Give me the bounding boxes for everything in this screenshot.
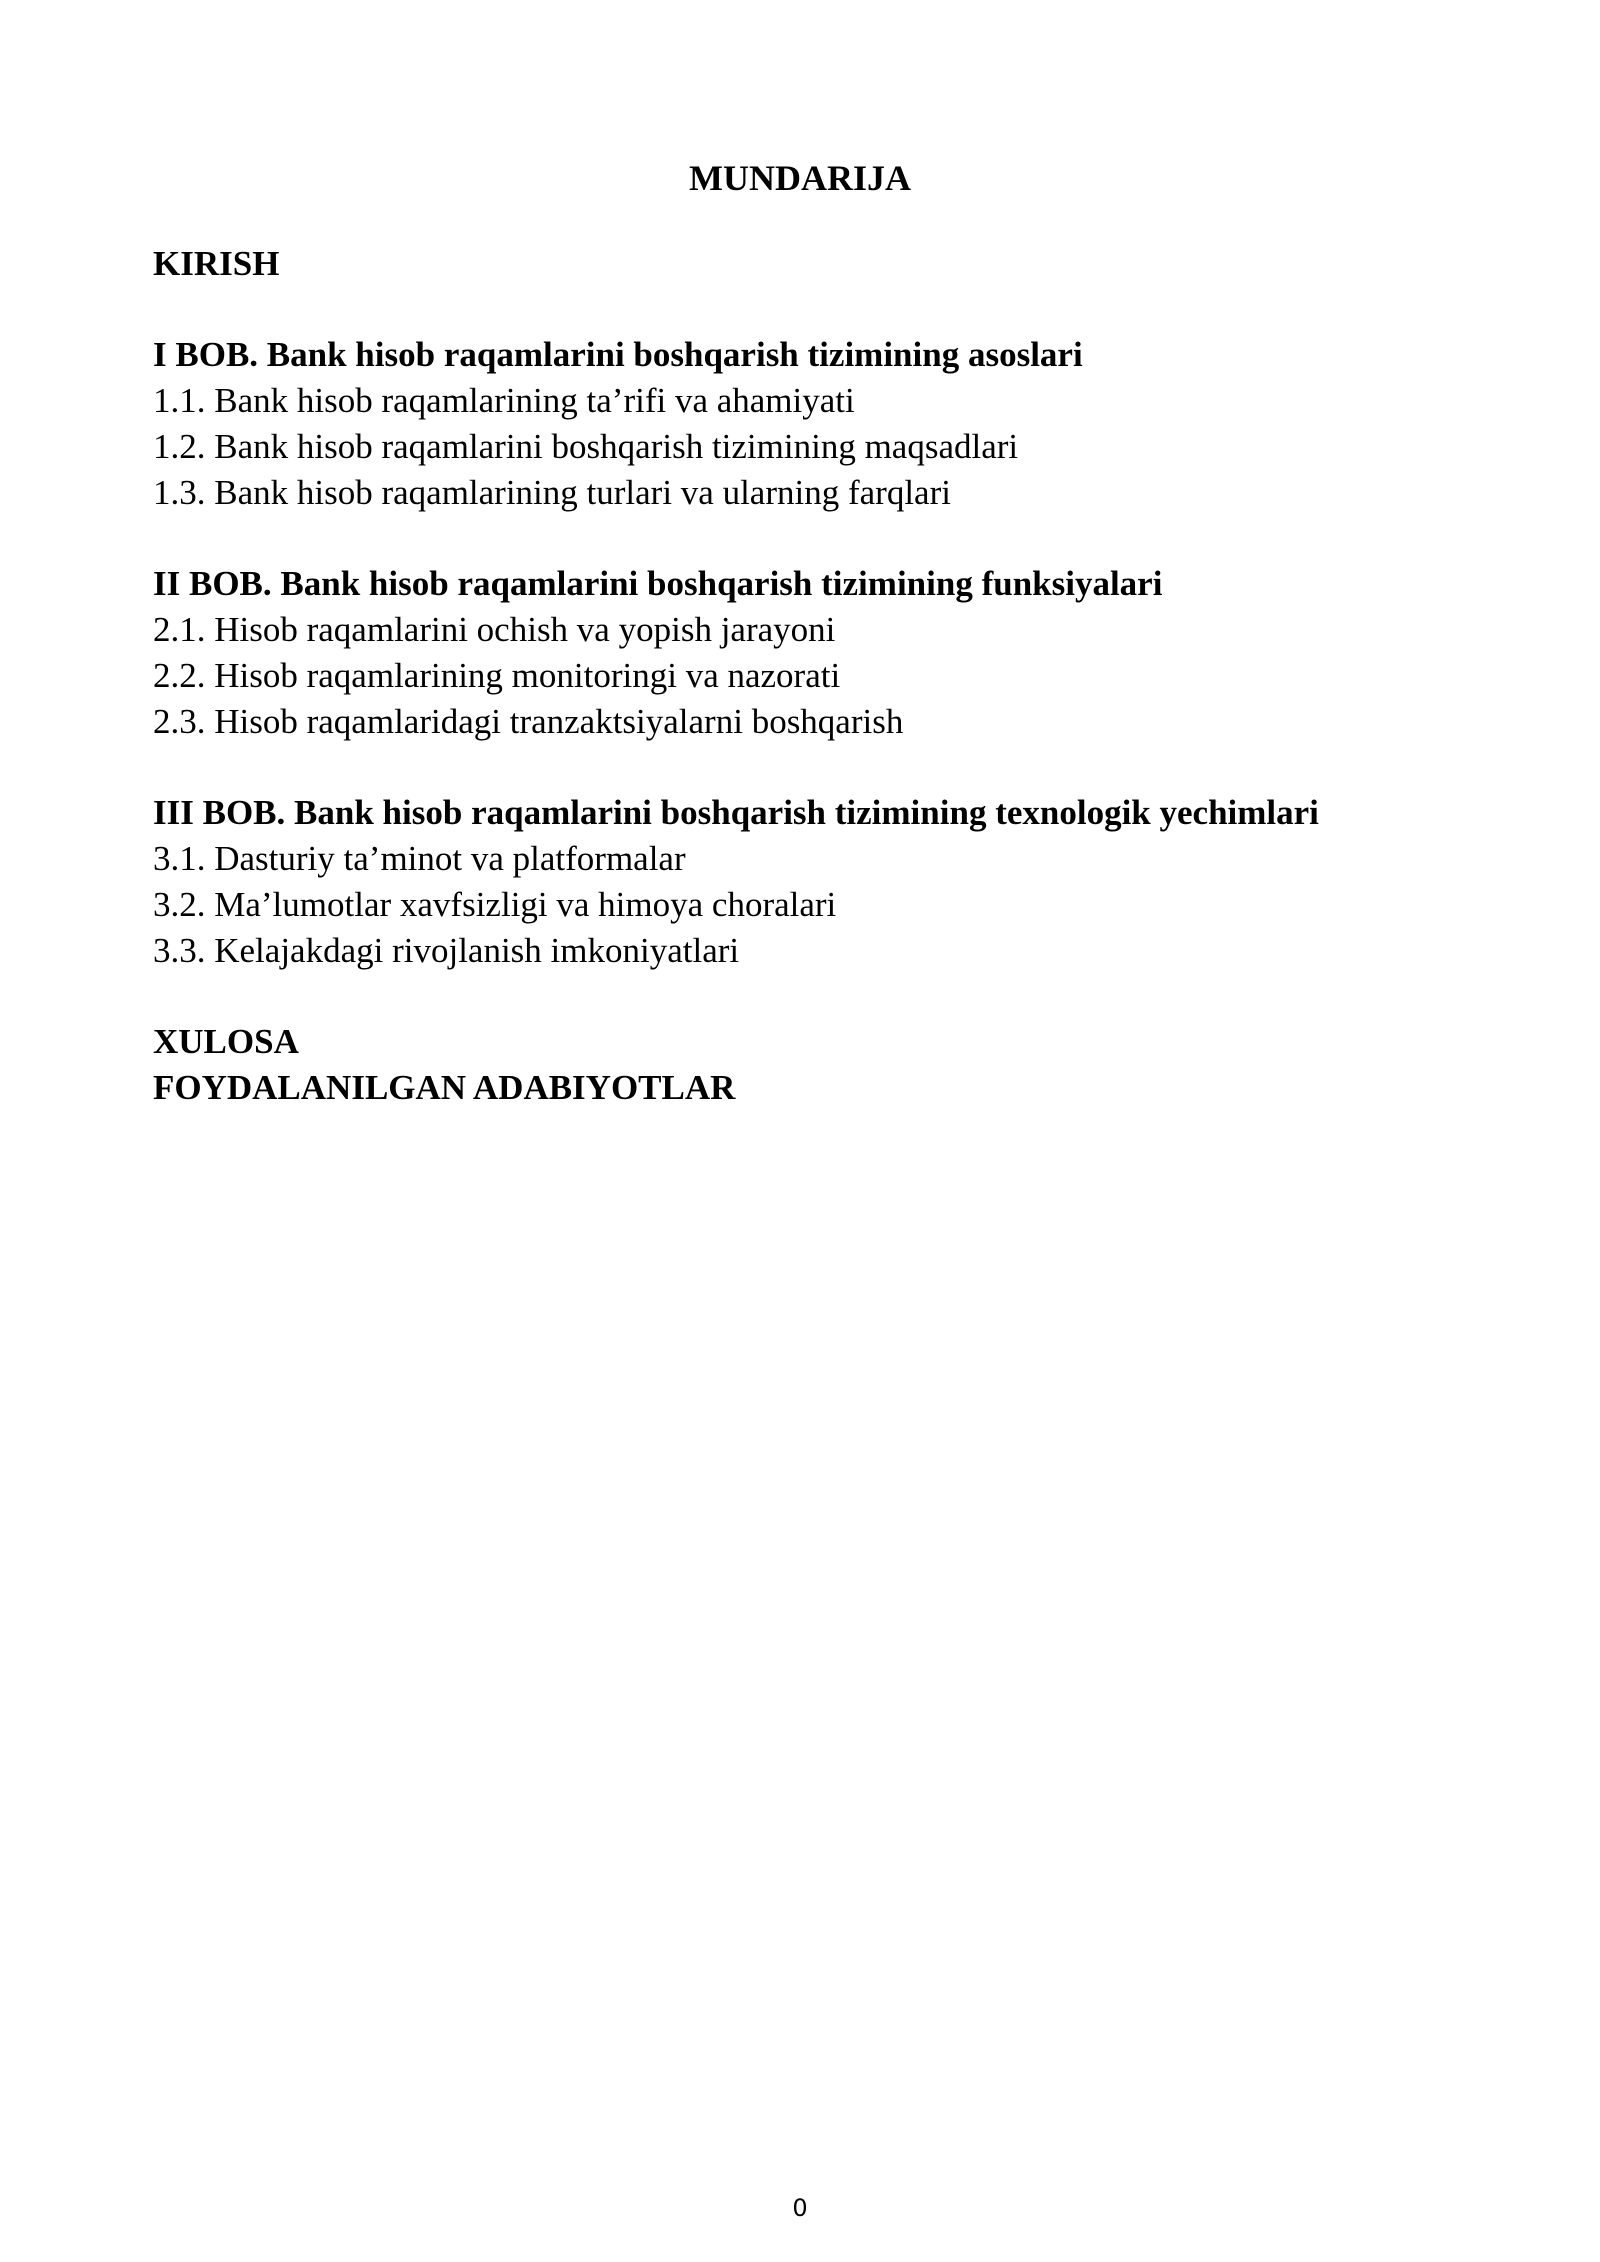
toc-references: FOYDALANILGAN ADABIYOTLAR bbox=[153, 1068, 736, 1107]
spacer bbox=[153, 974, 1493, 1019]
chapter-3 bbox=[153, 790, 1493, 974]
page-title: MUNDARIJA bbox=[689, 158, 911, 198]
section-item: 3.1. Dasturiy ta’minot va platformalar bbox=[153, 839, 686, 878]
chapter-1 bbox=[153, 332, 1493, 516]
section-item: 2.3. Hisob raqamlaridagi tranzaktsiyalarni boshqarish bbox=[153, 702, 904, 741]
chapter-2 bbox=[153, 561, 1493, 745]
toc-introduction: KIRISH bbox=[153, 244, 280, 283]
section-item: 3.2. Ma’lumotlar xavfsizligi va himoya choralari bbox=[153, 885, 837, 924]
section-item: 3.3. Kelajakdagi rivojlanish imkoniyatlari bbox=[153, 931, 740, 970]
page-number: 0 bbox=[792, 2194, 808, 2222]
section-item: 1.3. Bank hisob raqamlarining turlari va ularning farqlari bbox=[153, 473, 951, 512]
spacer bbox=[153, 287, 1493, 332]
section-item: 1.2. Bank hisob raqamlarini boshqarish tizimining maqsadlari bbox=[153, 427, 1019, 466]
toc-conclusion: XULOSA bbox=[153, 1022, 299, 1061]
section-item: 1.1. Bank hisob raqamlarining ta’rifi va ahamiyati bbox=[153, 381, 855, 420]
chapter-heading: II BOB. Bank hisob raqamlarini boshqarish tizimining funksiyalari bbox=[153, 564, 1163, 603]
chapter-heading: III BOB. Bank hisob raqamlarini boshqarish tizimining texnologik yechimlari bbox=[153, 793, 1319, 832]
table-of-contents bbox=[153, 241, 1493, 1111]
spacer bbox=[153, 516, 1493, 561]
spacer bbox=[153, 745, 1493, 790]
section-item: 2.1. Hisob raqamlarini ochish va yopish jarayoni bbox=[153, 610, 836, 649]
chapter-heading: I BOB. Bank hisob raqamlarini boshqarish tizimining asoslari bbox=[153, 335, 1083, 374]
section-item: 2.2. Hisob raqamlarining monitoringi va nazorati bbox=[153, 656, 841, 695]
